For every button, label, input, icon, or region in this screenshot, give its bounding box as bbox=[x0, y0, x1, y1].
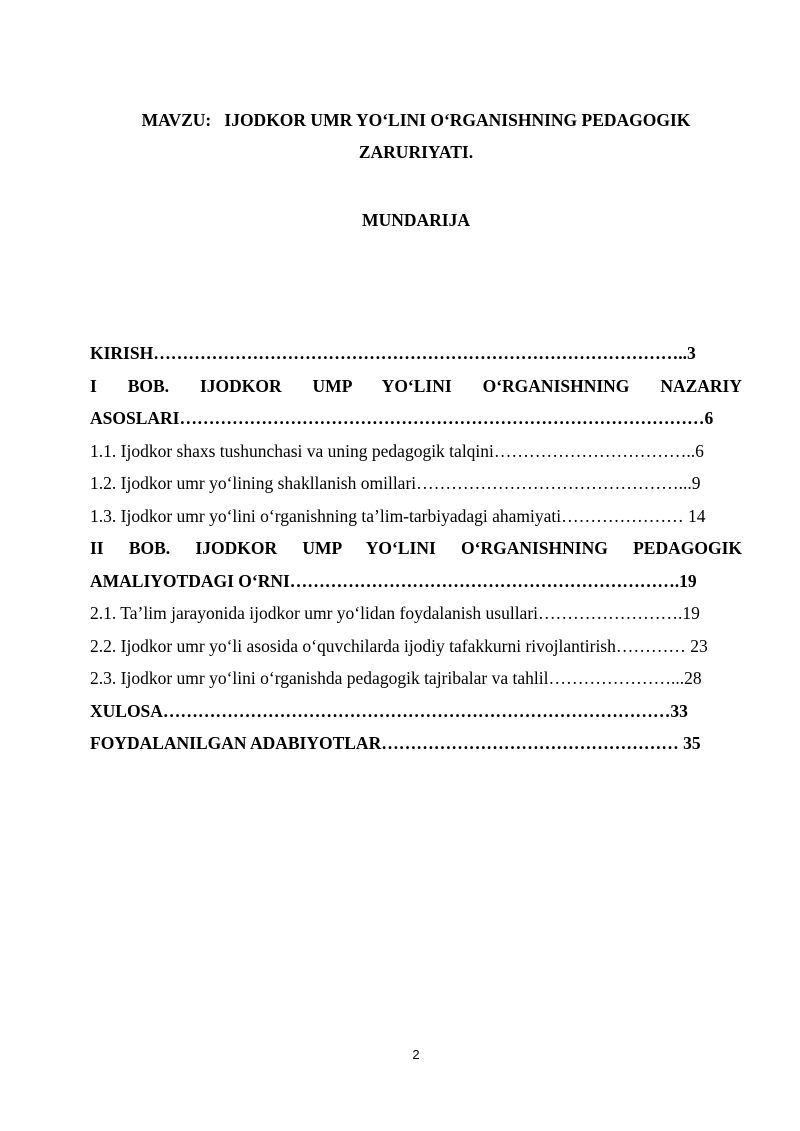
toc-entry-2-3: 2.3. Ijodkor umr yo‘lini o‘rganishda pedagogik tajribalar va tahlil…………………...28 bbox=[90, 668, 702, 688]
toc-heading: MUNDARIJA bbox=[362, 210, 470, 230]
toc-entry-1-2: 1.2. Ijodkor umr yo‘lining shakllanish omillari………………………………………...9 bbox=[90, 473, 701, 493]
toc-entry-chapter-2: II BOB. IJODKOR UMP YO‘LINI O‘RGANISHNING PEDAGOGIK AMALIYOTDAGI O‘RNI………………………………………………………….19 bbox=[90, 538, 742, 591]
toc-entry-xulosa: XULOSA……………………………………………………………………………33 bbox=[90, 700, 688, 721]
page-number: 2 bbox=[412, 1047, 420, 1062]
toc-entry-2-1: 2.1. Ta’lim jarayonida ijodkor umr yo‘lidan foydalanish usullari…………………….19 bbox=[90, 603, 700, 623]
table-of-contents bbox=[90, 337, 742, 760]
toc-entry-kirish: KIRISH………………………………………………………………………………..3 bbox=[90, 343, 696, 363]
title-line-1: MAVZU: IJODKOR UMR YO‘LINI O‘RGANISHNING PEDAGOGIK bbox=[141, 110, 691, 130]
toc-entry-chapter-1: I BOB. IJODKOR UMP YO‘LINI O‘RGANISHNING NAZARIY ASOSLARI………………………………………………………………………………6 bbox=[90, 375, 742, 428]
toc-entry-2-2: 2.2. Ijodkor umr yo‘li asosida o‘quvchilarda ijodiy tafakkurni rivojlantirish………… 23 bbox=[90, 635, 708, 656]
title-line-2: ZARURIYATI. bbox=[358, 142, 474, 162]
toc-entry-1-1: 1.1. Ijodkor shaxs tushunchasi va uning pedagogik talqini……………………………..6 bbox=[90, 440, 704, 461]
document-title bbox=[90, 104, 742, 168]
toc-entry-1-3: 1.3. Ijodkor umr yo‘lini o‘rganishning ta’lim-tarbiyadagi ahamiyati………………… 14 bbox=[90, 505, 706, 526]
toc-entry-references: FOYDALANILGAN ADABIYOTLAR…………………………………………… 35 bbox=[90, 733, 701, 753]
